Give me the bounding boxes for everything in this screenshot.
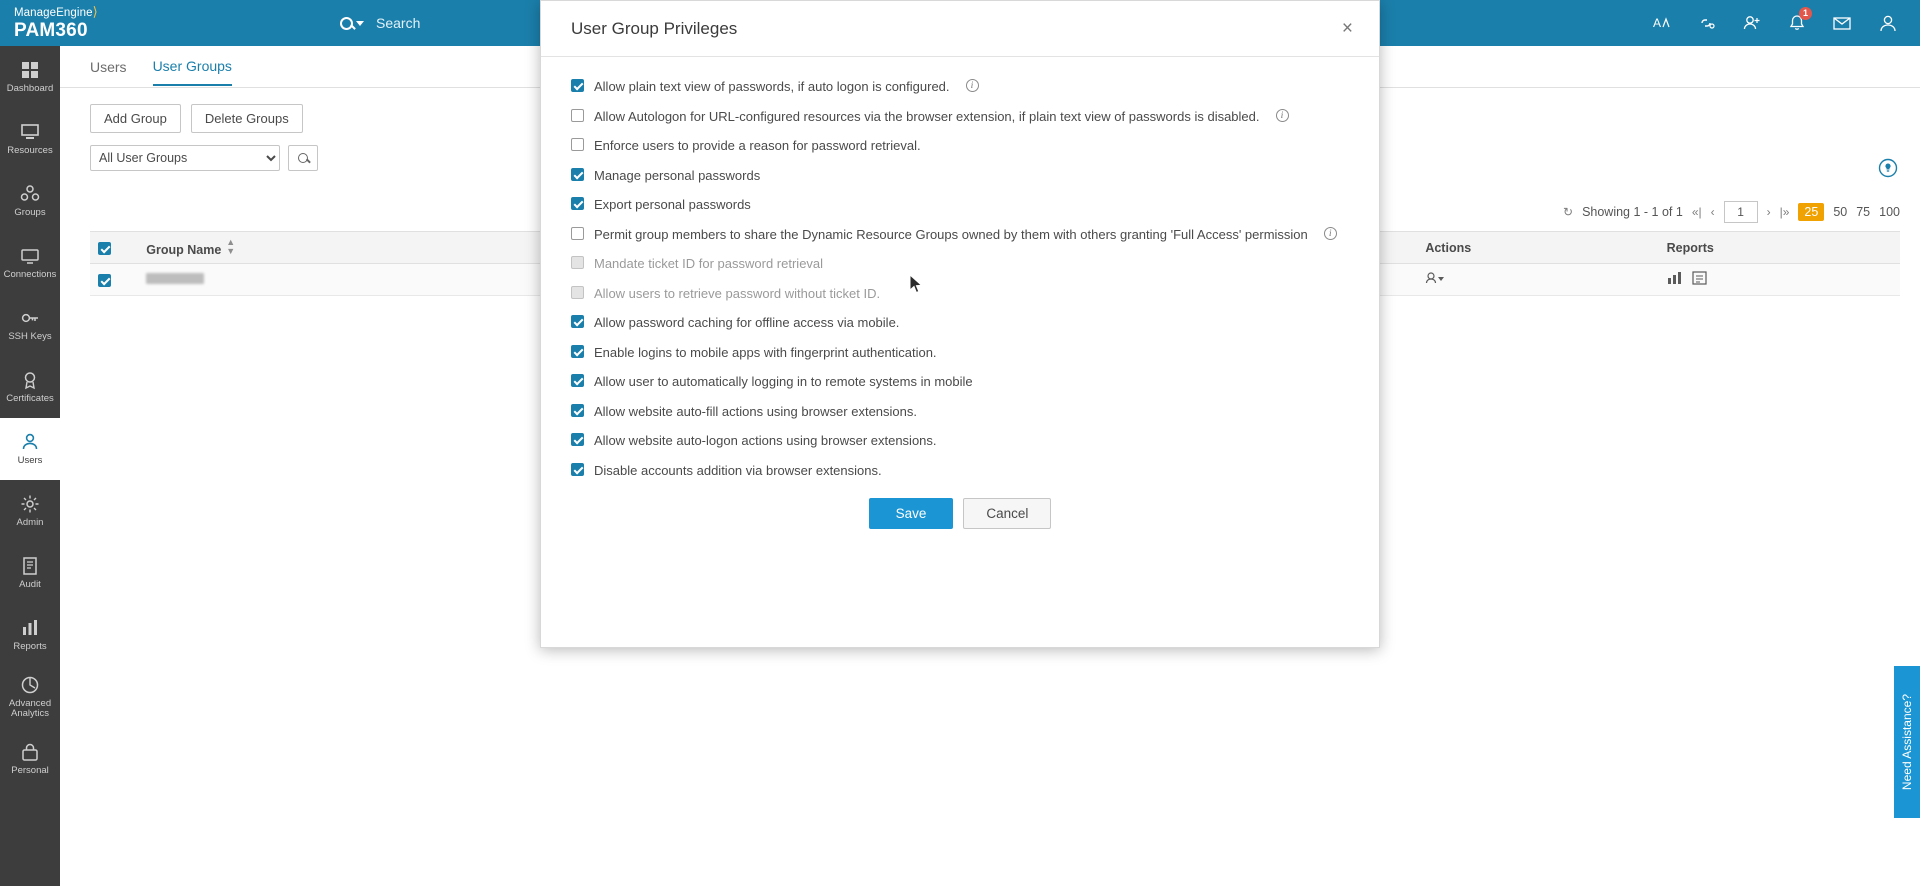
privilege-checkbox[interactable] bbox=[571, 227, 584, 240]
filter-search-button[interactable] bbox=[288, 145, 318, 171]
privilege-row[interactable] bbox=[571, 227, 1349, 242]
next-page-button[interactable]: › bbox=[1766, 205, 1771, 219]
privilege-checkbox bbox=[571, 286, 584, 299]
privilege-row bbox=[571, 256, 1349, 271]
privilege-checkbox[interactable] bbox=[571, 109, 584, 122]
privilege-checkbox[interactable] bbox=[571, 345, 584, 358]
privilege-label: Disable accounts addition via browser extensions. bbox=[594, 462, 882, 478]
privilege-checkbox[interactable] bbox=[571, 315, 584, 328]
sort-icon[interactable]: ▲ ▼ bbox=[226, 237, 236, 256]
sidebar-item-advanced-analytics[interactable] bbox=[0, 666, 60, 728]
sidebar-item-certificates[interactable] bbox=[0, 356, 60, 418]
user-group-privileges-dialog bbox=[540, 0, 1380, 648]
privilege-checkbox bbox=[571, 256, 584, 269]
link-icon[interactable] bbox=[1696, 14, 1716, 32]
privilege-checkbox[interactable] bbox=[571, 168, 584, 181]
refresh-icon[interactable]: ↻ bbox=[1563, 205, 1574, 219]
last-page-button[interactable]: |» bbox=[1779, 205, 1790, 219]
page-size-50[interactable]: 50 bbox=[1833, 205, 1848, 219]
page-number-input[interactable]: 1 bbox=[1724, 201, 1758, 223]
column-reports: Reports bbox=[1659, 232, 1900, 264]
brand-manageengine: ManageEngine⟩ bbox=[14, 4, 98, 19]
language-icon[interactable] bbox=[1652, 14, 1670, 32]
personal-icon bbox=[20, 742, 40, 762]
privilege-label: Export personal passwords bbox=[594, 197, 751, 212]
help-tip-icon[interactable] bbox=[1878, 158, 1898, 183]
brand-pam360: PAM360 bbox=[14, 20, 88, 41]
analytics-icon bbox=[20, 675, 40, 695]
privilege-label: Allow plain text view of passwords, if auto logon is configured. bbox=[594, 79, 950, 94]
sidebar-label: Personal bbox=[11, 764, 49, 776]
add-group-button[interactable]: Add Group bbox=[90, 104, 181, 133]
sidebar-label: Groups bbox=[14, 206, 46, 218]
svg-text:A: A bbox=[1653, 16, 1662, 30]
global-search[interactable] bbox=[330, 0, 420, 46]
dialog-title: User Group Privileges bbox=[571, 18, 738, 38]
save-button[interactable]: Save bbox=[869, 498, 954, 529]
privilege-row[interactable] bbox=[571, 374, 1349, 389]
notification-badge: 1 bbox=[1799, 7, 1812, 20]
need-assistance-tab[interactable]: Need Assistance? bbox=[1894, 666, 1920, 818]
sidebar-item-audit[interactable] bbox=[0, 542, 60, 604]
connections-icon bbox=[20, 246, 40, 266]
page-size-25[interactable]: 25 bbox=[1798, 203, 1824, 221]
brand-logo[interactable] bbox=[0, 0, 330, 46]
report-document-icon[interactable] bbox=[1692, 274, 1707, 288]
privilege-checkbox[interactable] bbox=[571, 404, 584, 417]
user-group-filter-select[interactable] bbox=[90, 145, 280, 171]
sidebar-label: Dashboard bbox=[6, 82, 54, 94]
delete-groups-button[interactable]: Delete Groups bbox=[191, 104, 303, 133]
privilege-row[interactable] bbox=[571, 315, 1349, 330]
pagination bbox=[1563, 201, 1900, 223]
privilege-checkbox[interactable] bbox=[571, 197, 584, 210]
info-icon[interactable]: i bbox=[1324, 227, 1337, 240]
ssh-keys-icon bbox=[20, 308, 40, 328]
privilege-label: Enable logins to mobile apps with fingerprint authentication. bbox=[594, 344, 937, 360]
sidebar-item-ssh-keys[interactable] bbox=[0, 294, 60, 356]
select-all-header bbox=[90, 232, 138, 264]
cancel-button[interactable]: Cancel bbox=[963, 498, 1051, 529]
sidebar-label: Users bbox=[17, 454, 43, 466]
tab-user-groups[interactable]: User Groups bbox=[153, 58, 232, 86]
privilege-label: Allow user to automatically logging in to remote systems in mobile bbox=[594, 374, 973, 389]
privilege-label: Allow password caching for offline access via mobile. bbox=[594, 315, 900, 330]
notification-icon[interactable] bbox=[1788, 8, 1808, 32]
first-page-button[interactable]: «| bbox=[1691, 205, 1702, 219]
privilege-row[interactable] bbox=[571, 168, 1349, 183]
privilege-checkbox[interactable] bbox=[571, 79, 584, 92]
sidebar-label: Advanced Analytics bbox=[8, 697, 52, 719]
audit-icon bbox=[20, 556, 40, 576]
sidebar-label: Admin bbox=[16, 516, 44, 528]
sidebar-item-users[interactable] bbox=[0, 418, 60, 480]
privilege-checkbox[interactable] bbox=[571, 433, 584, 446]
info-icon[interactable]: i bbox=[1276, 109, 1289, 122]
privilege-row[interactable] bbox=[571, 404, 1349, 419]
column-actions: Actions bbox=[1417, 232, 1658, 264]
reports-icon bbox=[20, 618, 40, 638]
dialog-header bbox=[541, 1, 1379, 57]
privilege-label: Manage personal passwords bbox=[594, 167, 761, 183]
privilege-label: Enforce users to provide a reason for password retrieval. bbox=[594, 138, 921, 153]
sidebar-label: Connections bbox=[3, 268, 57, 280]
privilege-checkbox[interactable] bbox=[571, 138, 584, 151]
sidebar bbox=[0, 46, 60, 886]
sidebar-item-connections[interactable] bbox=[0, 232, 60, 294]
sidebar-label: Resources bbox=[7, 144, 53, 156]
info-icon[interactable]: i bbox=[966, 79, 979, 92]
privilege-label: Mandate ticket ID for password retrieval bbox=[594, 256, 824, 271]
dashboard-icon bbox=[20, 60, 40, 80]
sidebar-label: Certificates bbox=[6, 392, 54, 404]
dialog-actions bbox=[571, 498, 1349, 529]
privilege-label: Permit group members to share the Dynamic Resource Groups owned by them with others granting 'Full Access' permission bbox=[594, 226, 1308, 242]
top-bar-actions bbox=[1652, 0, 1920, 46]
page-size-75[interactable]: 75 bbox=[1856, 205, 1871, 219]
prev-page-button[interactable]: ‹ bbox=[1710, 205, 1715, 219]
privilege-checkbox[interactable] bbox=[571, 463, 584, 476]
tab-users[interactable]: Users bbox=[90, 58, 127, 75]
mail-icon[interactable] bbox=[1832, 14, 1852, 32]
manage-group-icon[interactable] bbox=[1425, 274, 1447, 288]
privilege-row bbox=[571, 286, 1349, 301]
groups-icon bbox=[20, 184, 40, 204]
users-icon bbox=[20, 432, 40, 452]
select-all-checkbox[interactable] bbox=[98, 242, 111, 255]
sidebar-item-personal[interactable] bbox=[0, 728, 60, 790]
privilege-row[interactable] bbox=[571, 79, 1349, 94]
privilege-label: Allow website auto-logon actions using browser extensions. bbox=[594, 433, 937, 448]
search-icon bbox=[298, 153, 308, 163]
resources-icon bbox=[20, 122, 40, 142]
search-icon[interactable] bbox=[340, 17, 364, 30]
certificates-icon bbox=[20, 370, 40, 390]
sidebar-item-groups[interactable] bbox=[0, 170, 60, 232]
privilege-label: Allow website auto-fill actions using browser extensions. bbox=[594, 403, 917, 419]
privilege-row[interactable] bbox=[571, 109, 1349, 124]
search-input[interactable]: Search bbox=[376, 15, 421, 31]
dialog-body bbox=[541, 57, 1379, 529]
page-size-100[interactable]: 100 bbox=[1879, 205, 1900, 219]
sidebar-item-dashboard[interactable] bbox=[0, 46, 60, 108]
bar-chart-report-icon[interactable] bbox=[1667, 274, 1686, 288]
profile-icon[interactable] bbox=[1878, 13, 1898, 33]
privilege-row[interactable] bbox=[571, 463, 1349, 478]
row-select-cell bbox=[90, 264, 138, 296]
user-add-icon[interactable] bbox=[1742, 14, 1762, 32]
privilege-row[interactable] bbox=[571, 138, 1349, 153]
privilege-row[interactable] bbox=[571, 345, 1349, 360]
group-name-value bbox=[146, 273, 204, 284]
sidebar-item-resources[interactable] bbox=[0, 108, 60, 170]
privilege-label: Allow Autologon for URL-configured resources via the browser extension, if plain text view of passwords is disabled. bbox=[594, 108, 1260, 124]
row-reports bbox=[1659, 264, 1900, 296]
sidebar-label: Reports bbox=[13, 640, 47, 652]
pagination-showing: Showing 1 - 1 of 1 bbox=[1582, 205, 1683, 219]
row-checkbox[interactable] bbox=[98, 274, 111, 287]
admin-icon bbox=[20, 494, 40, 514]
sidebar-item-admin[interactable] bbox=[0, 480, 60, 542]
close-icon[interactable]: × bbox=[1341, 18, 1353, 39]
privilege-row[interactable] bbox=[571, 197, 1349, 212]
privilege-checkbox[interactable] bbox=[571, 374, 584, 387]
sidebar-item-reports[interactable] bbox=[0, 604, 60, 666]
privilege-row[interactable] bbox=[571, 433, 1349, 448]
sidebar-label: Audit bbox=[19, 578, 41, 590]
row-actions bbox=[1417, 264, 1658, 296]
sidebar-label: SSH Keys bbox=[8, 330, 52, 342]
column-group-name[interactable]: Group Name▲ ▼ bbox=[138, 232, 1417, 264]
privilege-label: Allow users to retrieve password without ticket ID. bbox=[594, 285, 881, 301]
